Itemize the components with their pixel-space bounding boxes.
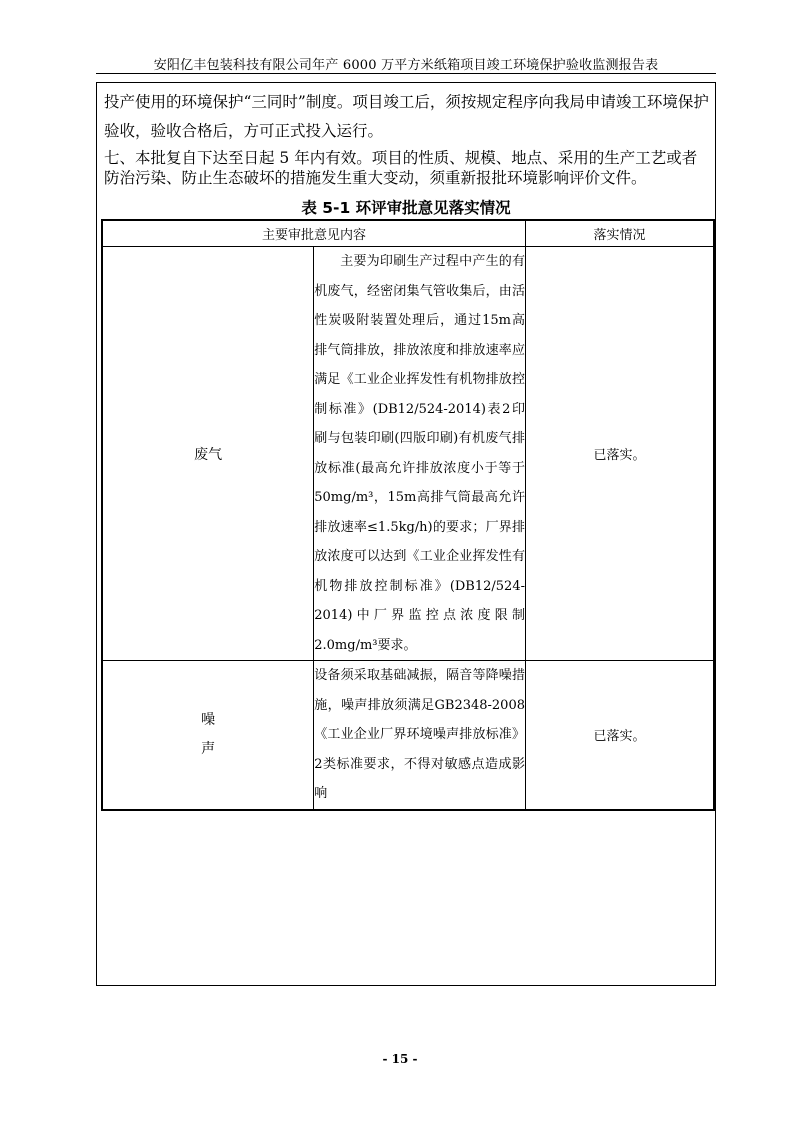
- page-number: - 15 -: [382, 1052, 418, 1066]
- report-header-title: 安阳亿丰包装科技有限公司年产 6000 万平方米纸箱项目竣工环境保护验收监测报告表: [153, 58, 659, 73]
- approval-paragraph-1: 投产使用的环境保护“三同时”制度。项目竣工后，须按规定程序向我局申请竣工环境保护验收，验收合格后，方可正式投入运行。: [104, 93, 709, 140]
- table-caption: 表 5-1 环评审批意见落实情况: [301, 199, 511, 217]
- row-content: 设备须采取基础减振，隔音等降噪措施，噪声排放须满足GB2348-2008《工业企业厂界环境噪声排放标准》2类标准要求，不得对敏感点造成影响: [314, 661, 526, 810]
- row-content: 主要为印刷生产过程中产生的有机废气，经密闭集气管收集后，由活性炭吸附装置处理后，通过15m高排气筒排放，排放浓度和排放速率应满足《工业企业挥发性有机物排放控制标准》(DB12/524-2014)表2印刷与包装印刷(四版印刷)有机废气排放标准(最高允许排放浓度小于等于50mg/m³，15m高排气筒最高允许排放速率≤1.5kg/h)的要求；厂界排放浓度可以达到《工业企业挥发性有机物排放控制标准》(DB12/524-2014)中厂界监控点浓度限制2.0mg/m³要求。: [314, 247, 526, 661]
- header-rule: [96, 73, 716, 74]
- row-status: 已落实。: [526, 247, 715, 661]
- table-row: [102, 661, 714, 810]
- approval-implementation-table: [101, 219, 715, 811]
- approval-paragraph-2: 七、本批复自下达至日起 5 年内有效。项目的性质、规模、地点、采用的生产工艺或者防治污染、防止生态破坏的措施发生重大变动，须重新报批环境影响评价文件。: [104, 149, 698, 187]
- row-category: 废气: [102, 247, 314, 661]
- row-category: [102, 661, 314, 810]
- header-status: 落实情况: [526, 220, 715, 247]
- table-row: [102, 247, 714, 661]
- table-header-row: [102, 220, 714, 247]
- row-category-text: 噪声: [201, 711, 216, 757]
- row-status: 已落实。: [526, 661, 715, 810]
- header-content: 主要审批意见内容: [102, 220, 526, 247]
